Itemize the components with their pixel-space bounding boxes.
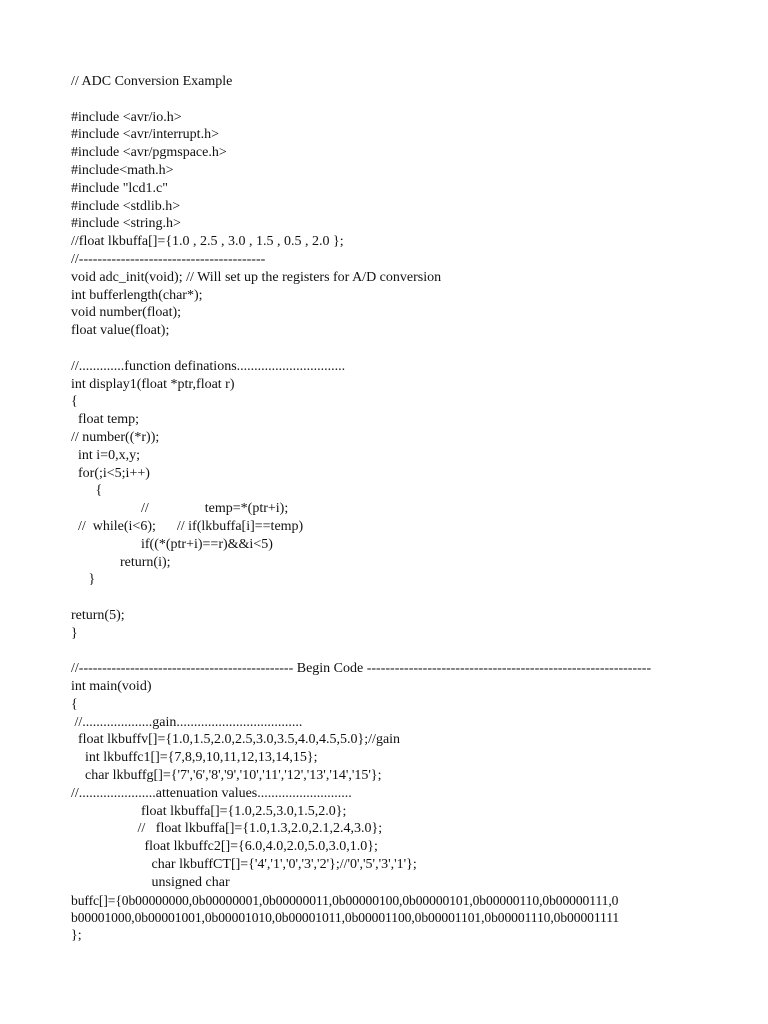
code-line: //float lkbuffa[]={1.0 , 2.5 , 3.0 , 1.5 , 0.5 , 2.0 }; [71,234,344,250]
code-line: int display1(float *ptr,float r) [71,376,235,392]
code-line [71,340,711,358]
code-line: #include<math.h> [71,162,174,178]
code-line: int i=0,x,y; [71,447,140,463]
code-line: // number((*r)); [71,429,160,445]
code-listing [71,73,711,945]
code-line: //.............function definations............................... [71,358,346,374]
code-line: char lkbuffg[]={'7','6','8','9','10','11','12','13','14','15'}; [71,768,382,784]
code-line: #include <avr/interrupt.h> [71,127,219,143]
code-line: void adc_init(void); // Will set up the registers for A/D conversion [71,269,442,285]
code-line: //---------------------------------------- [71,251,266,267]
code-line: void number(float); [71,305,182,321]
code-line: float temp; [71,412,140,428]
code-line: #include <avr/io.h> [71,109,182,125]
code-line: { [71,483,103,499]
code-line: }; [71,928,82,944]
code-line: //....................gain.................................... [71,714,303,730]
code-line: float value(float); [71,323,170,339]
code-line [71,643,711,661]
code-line: unsigned char [71,874,230,890]
code-line: float lkbuffc2[]={6.0,4.0,2.0,5.0,3.0,1.0}; [71,839,378,855]
code-line: #include <string.h> [71,216,181,232]
code-line: #include "lcd1.c" [71,180,168,196]
code-line: // while(i<6); // if(lkbuffa[i]==temp) [71,518,304,534]
code-line [71,91,711,109]
code-line: buffc[]={0b00000000,0b00000001,0b00000011,0b00000100,0b00000101,0b00000110,0b00000111,0 [71,892,619,908]
code-line: //......................attenuation values........................... [71,785,352,801]
code-line: // ADC Conversion Example [71,74,233,89]
code-line: // temp=*(ptr+i); [71,501,289,517]
code-line: { [71,394,78,410]
code-line: #include <stdlib.h> [71,198,181,214]
code-line: int main(void) [71,679,152,695]
code-line: } [71,572,96,588]
code-line [71,589,711,607]
code-line: if((*(ptr+i)==r)&&i<5) [71,536,273,552]
code-line: for(;i<5;i++) [71,465,150,481]
code-line: float lkbuffa[]={1.0,2.5,3.0,1.5,2.0}; [71,803,347,819]
code-line: return(5); [71,607,125,623]
code-line: b00001000,0b00001001,0b00001010,0b00001011,0b00001100,0b00001101,0b00001110,0b00001111 [71,910,620,926]
code-line: #include <avr/pgmspace.h> [71,145,227,161]
code-line: { [71,696,78,712]
code-line: } [71,625,78,641]
code-line: int lkbuffc1[]={7,8,9,10,11,12,13,14,15}; [71,750,318,766]
code-line: float lkbuffv[]={1.0,1.5,2.0,2.5,3.0,3.5,4.0,4.5,5.0};//gain [71,732,401,748]
code-line: char lkbuffCT[]={'4','1','0','3','2'};//'0','5','3','1'}; [71,857,417,873]
code-line: // float lkbuffa[]={1.0,1.3,2.0,2.1,2.4,3.0}; [71,821,383,837]
code-line: return(i); [71,554,171,570]
code-line: int bufferlength(char*); [71,287,203,303]
code-line: //---------------------------------------------- Begin Code ------------------------------------------------------------- [71,661,652,677]
